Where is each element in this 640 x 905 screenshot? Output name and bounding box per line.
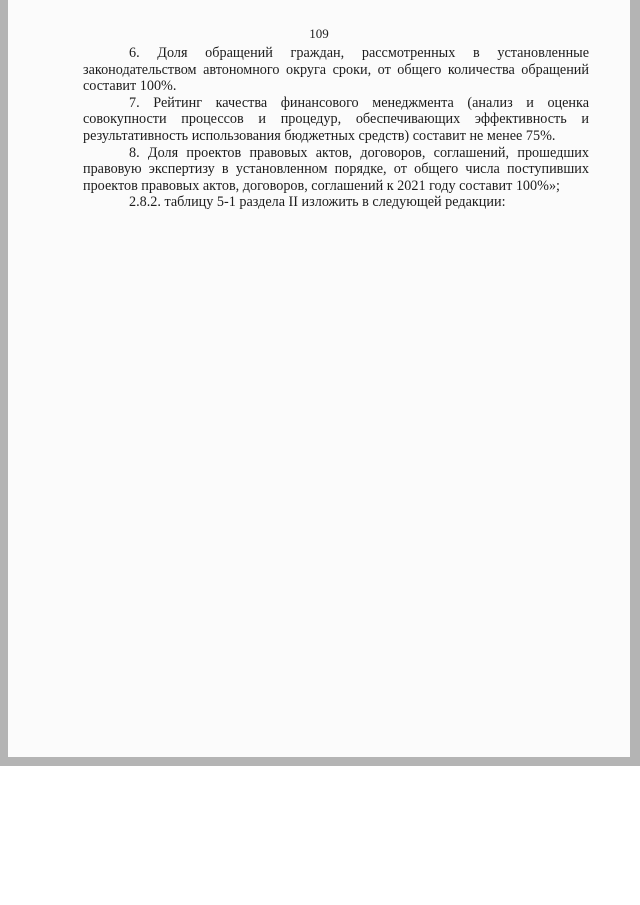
- paragraph-item-8: 8. Доля проектов правовых актов, договоров, соглашений, прошедших правовую экспертизу в установленном порядке, от общего числа поступивших проектов правовых актов, договоров, соглашений к 2021 году составит 100%»;: [83, 144, 589, 194]
- paragraph-item-6: 6. Доля обращений граждан, рассмотренных в установленные законодательством автономного округа сроки, от общего количества обращений составит 100%.: [83, 45, 589, 95]
- document-body: [83, 45, 589, 211]
- document-page: [8, 0, 630, 757]
- page-number: 109: [309, 26, 329, 41]
- paragraph-item-7: 7. Рейтинг качества финансового менеджмента (анализ и оценка совокупности процессов и процедур, обеспечивающих эффективность и результативность использования бюджетных средств) составит не менее 75%.: [83, 94, 589, 144]
- paragraph-2-8-2: 2.8.2. таблицу 5-1 раздела II изложить в следующей редакции:: [129, 194, 506, 211]
